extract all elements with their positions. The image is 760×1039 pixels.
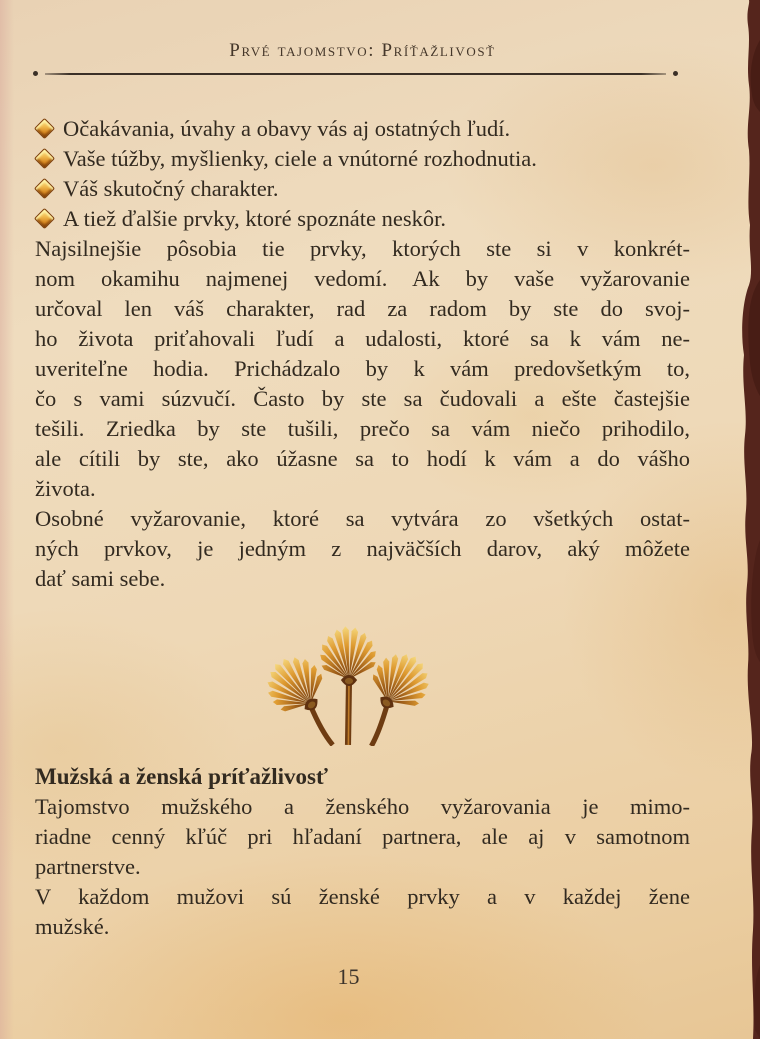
- bullet-text: Váš skutočný charakter.: [63, 176, 279, 201]
- text-line: ných prvkov, je jedným z najväčších darov, aký môžete: [35, 536, 690, 561]
- rule-dot-left-icon: [33, 71, 38, 76]
- text-line: partnerstve.: [35, 854, 141, 879]
- diamond-gem-bullet-icon: [34, 177, 55, 198]
- bullet-text: A tiež ďalšie prvky, ktoré spoznáte neskôr.: [63, 206, 446, 231]
- text-line: riadne cenný kľúč pri hľadaní partnera, ale aj v samotnom: [35, 824, 690, 849]
- torn-page-edge: [738, 0, 760, 1039]
- diamond-gem-bullet-icon: [34, 117, 55, 138]
- text-line: V každom mužovi sú ženské prvky a v každej žene: [35, 884, 690, 909]
- ornament-container: [21, 618, 676, 746]
- list-item: [35, 204, 690, 234]
- text-line: tešili. Zriedka by ste tušili, prečo sa vám niečo prihodilo,: [35, 416, 690, 441]
- text-line: ho života priťahovali ľudí a udalosti, ktoré sa k vám ne-: [35, 326, 690, 351]
- bullet-text: Očakávania, úvahy a obavy vás aj ostatných ľudí.: [63, 116, 511, 141]
- page-number: 15: [337, 964, 360, 989]
- text-line: mužské.: [35, 914, 110, 939]
- paragraph: [35, 792, 690, 882]
- text-line: uveriteľne hodia. Prichádzalo by k vám predovšetkým to,: [35, 356, 690, 381]
- text-line: čo s vami súzvučí. Často by ste sa čudovali a ešte častejšie: [35, 386, 690, 411]
- text-line: života.: [35, 476, 96, 501]
- rule-dot-right-icon: [673, 71, 678, 76]
- diamond-gem-bullet-icon: [34, 207, 55, 228]
- running-header-title: Prvé tajomstvo: Príťažlivosť: [229, 40, 496, 61]
- text-line: určoval len váš charakter, rad za radom by ste do svoj-: [35, 296, 690, 321]
- text-line: Osobné vyžarovanie, ktoré sa vytvára zo všetkých ostat-: [35, 506, 690, 531]
- text-line: nom okamihu najmenej vedomí. Ak by vaše vyžarovanie: [35, 266, 690, 291]
- text-line: ale cítili by ste, ako úžasne sa to hodí k vám a do vášho: [35, 446, 690, 471]
- paragraph: [35, 504, 690, 594]
- diamond-gem-bullet-icon: [34, 147, 55, 168]
- rule-line: [45, 73, 666, 75]
- text-line: dať sami sebe.: [35, 566, 166, 591]
- list-item: [35, 174, 690, 204]
- page-content: [35, 40, 690, 942]
- section-heading: Mužská a ženská príťažlivosť: [35, 764, 328, 789]
- paragraph: [35, 882, 690, 942]
- paragraph: [35, 234, 690, 504]
- list-item: [35, 114, 690, 144]
- text-line: Tajomstvo mužského a ženského vyžarovania je mimo-: [35, 794, 690, 819]
- list-item: [35, 144, 690, 174]
- lotus-ornament-icon: [267, 618, 431, 746]
- bullet-text: Vaše túžby, myšlienky, ciele a vnútorné rozhodnutia.: [63, 146, 537, 171]
- text-line: Najsilnejšie pôsobia tie prvky, ktorých ste si v konkrét-: [35, 236, 690, 261]
- bullet-list: [35, 114, 690, 234]
- header-rule: [33, 71, 678, 76]
